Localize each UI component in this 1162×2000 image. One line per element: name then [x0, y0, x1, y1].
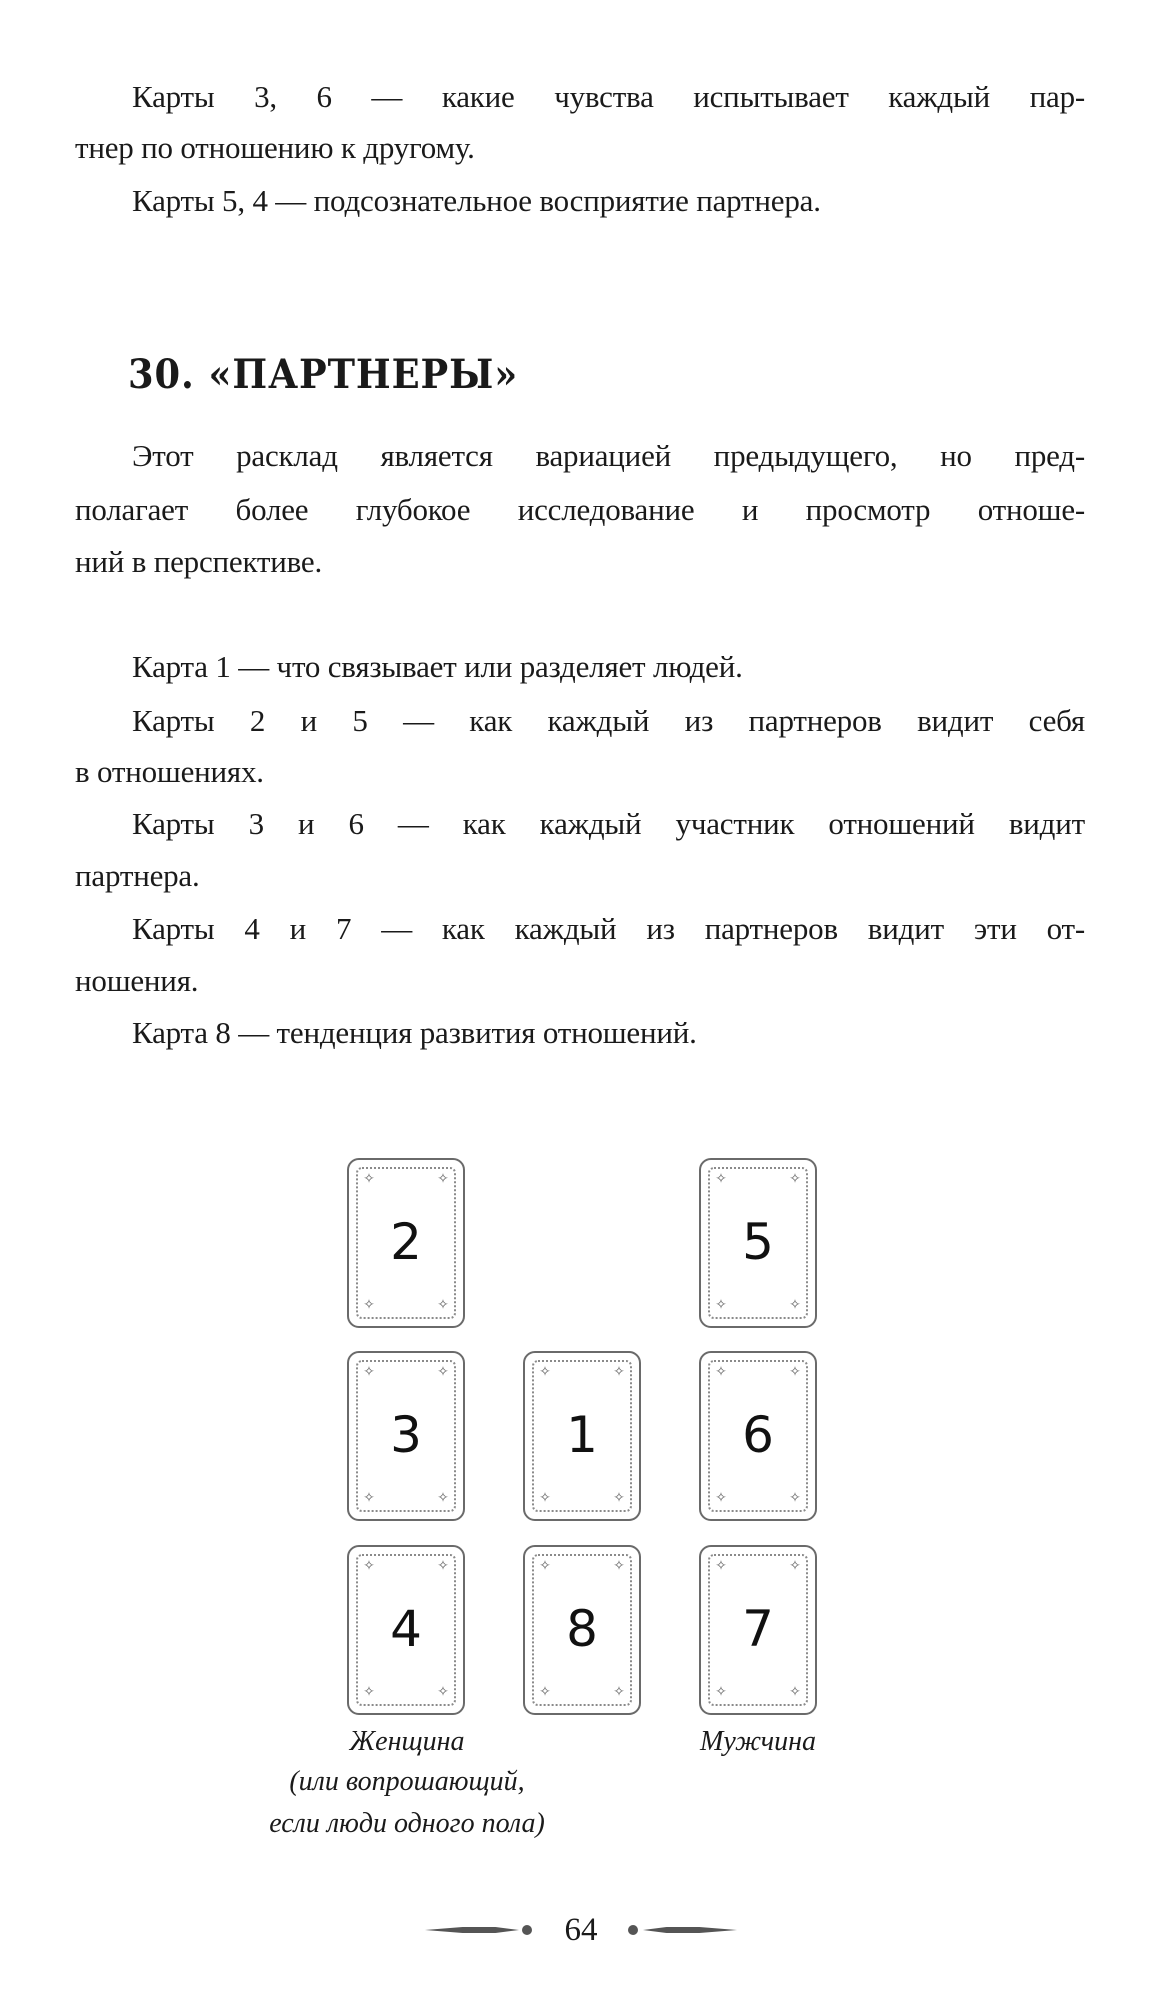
card-number: 8 — [566, 1600, 598, 1658]
star-corner-icon: ✧ — [539, 1559, 551, 1574]
star-corner-icon: ✧ — [437, 1298, 449, 1313]
card-number: 5 — [742, 1213, 774, 1271]
star-corner-icon: ✧ — [715, 1685, 727, 1700]
card-5 — [699, 1158, 817, 1328]
card-number: 3 — [390, 1406, 422, 1464]
text-line: Карты 5, 4 — подсознательное восприятие партнера. — [132, 183, 821, 218]
star-corner-icon: ✧ — [539, 1365, 551, 1380]
star-corner-icon: ✧ — [437, 1559, 449, 1574]
text-line: Карты 3, 6 — какие чувства испытывает каждый пар- — [132, 79, 1085, 114]
card-8 — [523, 1545, 641, 1715]
paragraph-line: Этот расклад является вариацией предыдущего, но пред- — [132, 438, 1085, 473]
text-line: тнер по отношению к другому. — [75, 130, 475, 165]
card-description-line: в отношениях. — [75, 754, 264, 789]
star-corner-icon: ✧ — [789, 1172, 801, 1187]
star-corner-icon: ✧ — [789, 1298, 801, 1313]
star-corner-icon: ✧ — [437, 1685, 449, 1700]
card-description-line: Карты 2 и 5 — как каждый из партнеров видит себя — [132, 703, 1085, 738]
star-corner-icon: ✧ — [363, 1685, 375, 1700]
star-corner-icon: ✧ — [363, 1298, 375, 1313]
card-description-line: Карта 1 — что связывает или разделяет людей. — [132, 649, 743, 684]
card-description-line: партнера. — [75, 858, 200, 893]
star-corner-icon: ✧ — [539, 1685, 551, 1700]
star-corner-icon: ✧ — [437, 1365, 449, 1380]
card-description-line: ношения. — [75, 963, 199, 998]
star-corner-icon: ✧ — [715, 1491, 727, 1506]
page-footer — [0, 1910, 1162, 1950]
paragraph-line: ний в перспективе. — [75, 544, 323, 579]
dot-ornament-icon — [628, 1925, 638, 1935]
paragraph-line: полагает более глубокое исследование и просмотр отноше- — [75, 492, 1085, 527]
card-number: 1 — [566, 1406, 598, 1464]
card-number: 2 — [390, 1213, 422, 1271]
card-description-line: Карта 8 — тенденция развития отношений. — [132, 1015, 697, 1050]
star-corner-icon: ✧ — [613, 1559, 625, 1574]
card-3 — [347, 1351, 465, 1521]
star-corner-icon: ✧ — [715, 1559, 727, 1574]
star-corner-icon: ✧ — [437, 1172, 449, 1187]
section-heading: 30. «ПАРТНЕРЫ» — [128, 351, 519, 398]
card-number: 4 — [390, 1600, 422, 1658]
flourish-ornament-icon — [643, 1927, 737, 1933]
star-corner-icon: ✧ — [715, 1365, 727, 1380]
label-man: Мужчина — [700, 1726, 816, 1757]
star-corner-icon: ✧ — [789, 1559, 801, 1574]
card-number: 6 — [742, 1406, 774, 1464]
card-description-line: Карты 3 и 6 — как каждый участник отношений видит — [132, 806, 1085, 841]
card-1 — [523, 1351, 641, 1521]
star-corner-icon: ✧ — [789, 1685, 801, 1700]
star-corner-icon: ✧ — [715, 1172, 727, 1187]
star-corner-icon: ✧ — [613, 1365, 625, 1380]
dot-ornament-icon — [522, 1925, 532, 1935]
star-corner-icon: ✧ — [363, 1491, 375, 1506]
card-description-line: Карты 4 и 7 — как каждый из партнеров видит эти от- — [132, 911, 1085, 946]
label-woman: Женщина — [349, 1726, 465, 1757]
page-number: 64 — [564, 1912, 598, 1948]
card-4 — [347, 1545, 465, 1715]
star-corner-icon: ✧ — [363, 1365, 375, 1380]
star-corner-icon: ✧ — [437, 1491, 449, 1506]
star-corner-icon: ✧ — [539, 1491, 551, 1506]
flourish-ornament-icon — [425, 1927, 519, 1933]
star-corner-icon: ✧ — [363, 1559, 375, 1574]
star-corner-icon: ✧ — [715, 1298, 727, 1313]
label-woman-note: (или вопрошающий, — [289, 1766, 525, 1797]
card-7 — [699, 1545, 817, 1715]
star-corner-icon: ✧ — [363, 1172, 375, 1187]
card-2 — [347, 1158, 465, 1328]
star-corner-icon: ✧ — [789, 1491, 801, 1506]
star-corner-icon: ✧ — [789, 1365, 801, 1380]
card-6 — [699, 1351, 817, 1521]
star-corner-icon: ✧ — [613, 1491, 625, 1506]
label-woman-note: если люди одного пола) — [269, 1808, 545, 1839]
card-number: 7 — [742, 1600, 774, 1658]
star-corner-icon: ✧ — [613, 1685, 625, 1700]
